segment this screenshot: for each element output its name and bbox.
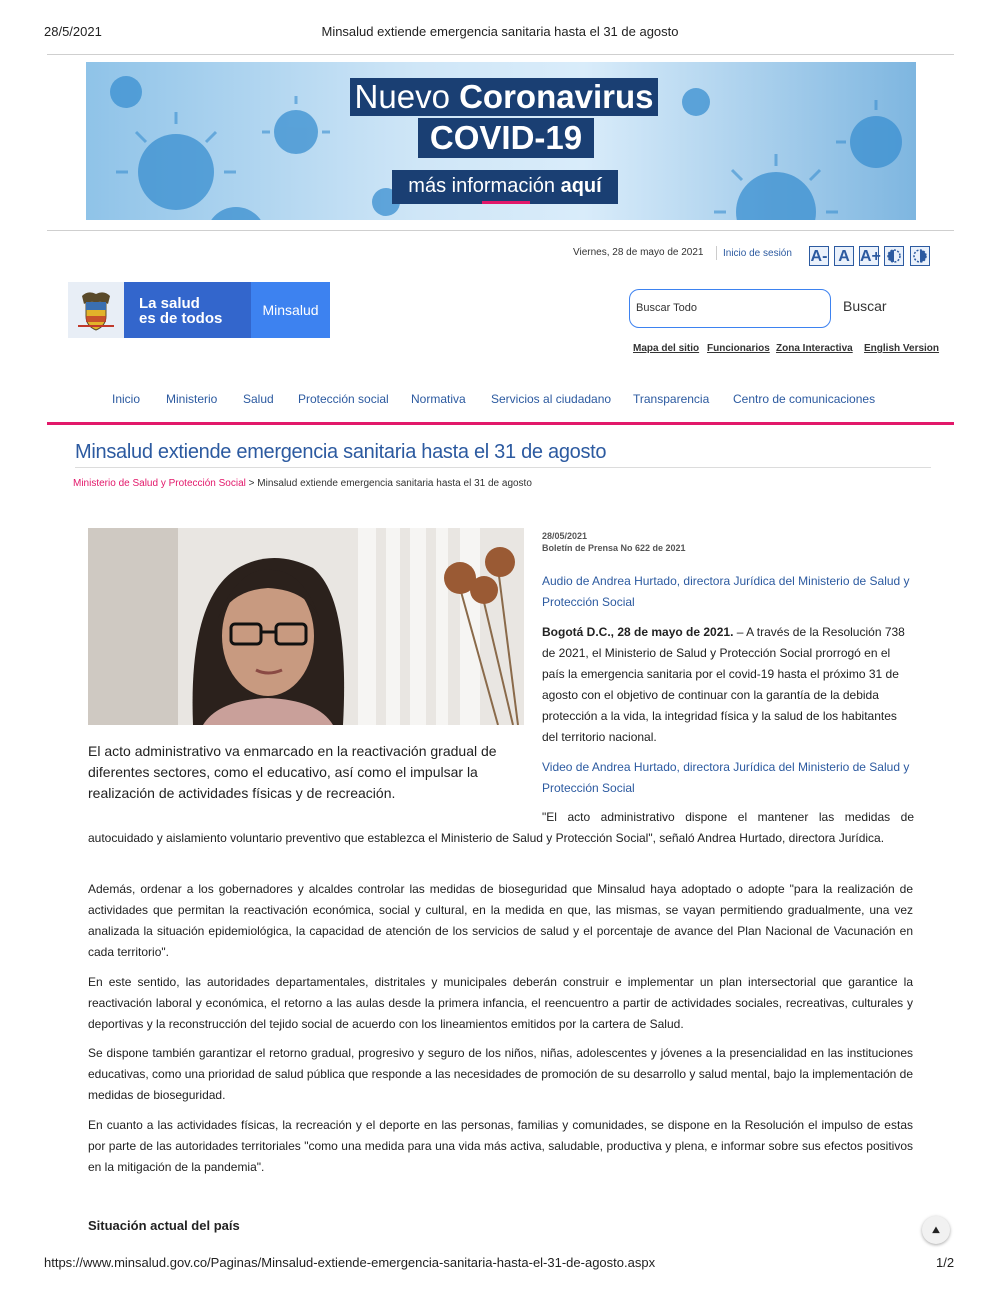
contrast-invert-icon[interactable] [910,246,930,266]
nav-normativa[interactable]: Normativa [411,392,466,406]
banner-underline [482,201,530,204]
nav-proteccion-social[interactable]: Protección social [298,392,389,406]
nav-servicios-ciudadano[interactable]: Servicios al ciudadano [491,392,612,406]
nav-salud[interactable]: Salud [243,392,274,406]
font-decrease-button[interactable]: A- [810,248,828,265]
article-photo [88,528,524,725]
banner-more-info[interactable]: más información aquí [392,170,618,204]
divider [47,54,954,55]
site-logo[interactable] [68,282,330,338]
login-link[interactable]: Inicio de sesión [723,248,792,259]
logo-brand: Minsalud [251,282,330,338]
covid-banner[interactable] [86,62,916,220]
search-button[interactable]: Buscar [843,298,887,314]
section-heading: Situación actual del país [88,1218,240,1233]
separator [716,246,717,260]
nav-accent-bar [47,422,954,425]
article-date: 28/05/2021 [542,531,588,541]
lead-dateline: Bogotá D.C., 28 de mayo de 2021. [542,625,734,639]
font-increase-button[interactable]: A+ [860,248,881,265]
logo-slogan: La salud es de todos [124,282,307,338]
divider [75,467,931,468]
photo-caption: El acto administrativo va enmarcado en la reactivación gradual de diferentes sectores, como el educativo, así como el impulsar la realización de actividades físicas y de recreación. [88,743,497,801]
breadcrumb-separator: > [245,478,258,489]
breadcrumb-home-link[interactable]: Ministerio de Salud y Protección Social [73,478,246,489]
quote-first-line: "El acto administrativo dispone el mantener las medidas de [542,810,914,824]
scroll-to-top-button[interactable] [922,1216,950,1244]
search-box[interactable] [629,289,831,328]
coat-of-arms-icon [68,282,124,338]
font-reset-button[interactable]: A [834,246,854,266]
link-staff[interactable]: Funcionarios [707,343,770,354]
nav-inicio[interactable]: Inicio [112,392,141,406]
nav-centro-comunicaciones[interactable]: Centro de comunicaciones [733,392,876,406]
banner-covid-label: COVID-19 [418,118,594,158]
link-sitemap[interactable]: Mapa del sitio [633,343,700,354]
banner-heading: Nuevo Coronavirus [350,78,658,116]
divider [47,230,954,231]
print-page-number: 1/2 [936,1255,955,1270]
nav-ministerio[interactable]: Ministerio [166,392,218,406]
current-date: Viernes, 28 de mayo de 2021 [573,247,704,258]
nav-transparencia[interactable]: Transparencia [633,392,710,406]
lead-paragraph: Bogotá D.C., 28 de mayo de 2021. – A través de la Resolución 738 de 2021, el Ministerio de Salud y Protección Social prorrogó en el país la emergencia sanitaria por el covid-19 hasta el próximo 31 de agosto con el objetivo de continuar con la garantía de la debida protección a la vida, la integridad física y la salud de los habitantes del territorio nacional. [542,625,905,744]
paragraph: Se dispone también garantizar el retorno gradual, progresivo y seguro de los niños, niñas, adolescentes y jóvenes a la presencialidad en las instituciones educativas, como una prioridad de salud pública que responde a las necesidades de promoción de su desarrollo y salud mental, bajo la implementación de medidas de bioseguridad. [88,1046,913,1102]
bulletin-number: Boletín de Prensa No 622 de 2021 [542,543,686,553]
search-input[interactable] [636,302,826,314]
paragraph: Además, ordenar a los gobernadores y alcaldes controlar las medidas de bioseguridad que Minsalud haya adoptado o adopte "para la realización de actividades que permitan la reactivación económica, social y cultural, en la medida en que, las mismas, se vayan permitiendo gradualmente, una vez analizada la situación epidemiológica, la capacidad de atención de los servicios de salud y el porcentaje de avance del Plan Nacional de Vacunación en cada territorio". [88,882,913,959]
video-link[interactable]: Video de Andrea Hurtado, directora Jurídica del Ministerio de Salud y Protección Social [542,760,910,795]
breadcrumb-current: Minsalud extiende emergencia sanitaria hasta el 31 de agosto [257,478,532,489]
breadcrumb [73,478,532,489]
chevron-up-icon: ⯅ [930,1222,942,1238]
article-meta [542,530,686,554]
link-english-version[interactable]: English Version [864,343,940,354]
page-title: Minsalud extiende emergencia sanitaria hasta el 31 de agosto [75,441,607,463]
paragraph: En cuanto a las actividades físicas, la recreación y el deporte en las personas, familias y comunidades, se dispone en la Resolución el impulso de estas por parte de las autoridades territoriales "como una medida para una vida más activa, saludable, productiva y plena, e informar sobre sus efectos positivos en la mitigación de la pandemia". [88,1118,913,1174]
contrast-icon[interactable] [884,246,904,266]
audio-link[interactable]: Audio de Andrea Hurtado, directora Jurídica del Ministerio de Salud y Protección Social [542,574,910,609]
print-footer-url: https://www.minsalud.gov.co/Paginas/Minsalud-extiende-emergencia-sanitaria-hasta-el-31-de-agosto.aspx [44,1255,656,1270]
print-title: Minsalud extiende emergencia sanitaria hasta el 31 de agosto [321,24,679,39]
quote-paragraph: autocuidado y aislamiento voluntario preventivo que establezca el Ministerio de Salud y Protección Social", señaló Andrea Hurtado, directora Jurídica. [88,831,885,845]
paragraph: En este sentido, las autoridades departamentales, distritales y municipales deberán construir e implementar un plan intersectorial que garantice la reactivación laboral y económica, el retorno a las aulas desde la primera infancia, el reencuentro a partir de actividades sociales, recreativas, culturales y deportivas y la reconstrucción del tejido social de acuerdo con los lineamientos emitidos por la cartera de Salud. [88,975,913,1031]
print-date: 28/5/2021 [44,24,102,39]
link-interactive-zone[interactable]: Zona Interactiva [776,343,853,354]
